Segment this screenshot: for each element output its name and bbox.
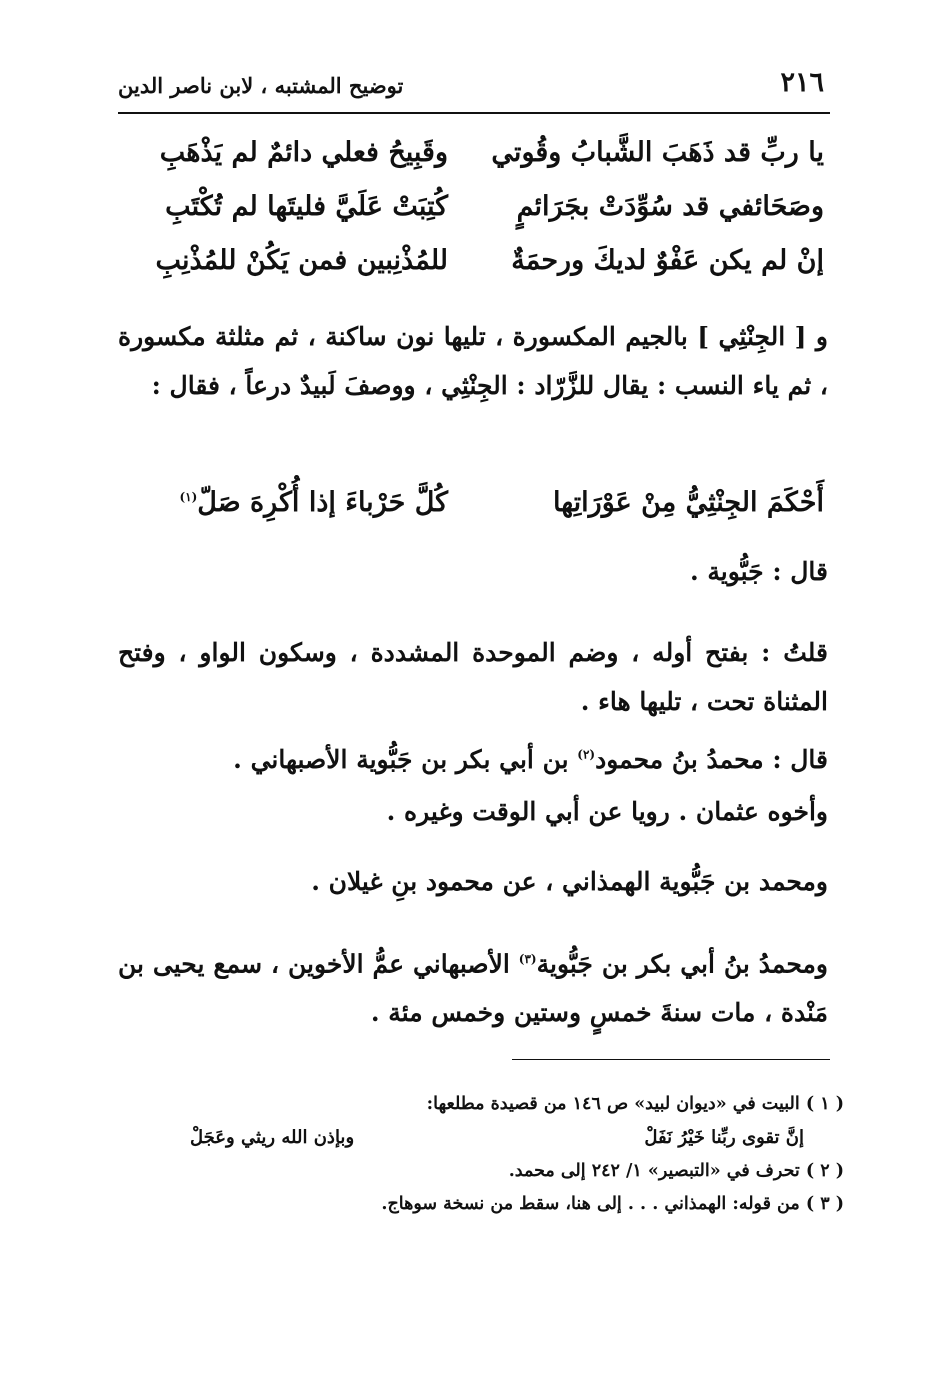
footnote-ref: (١): [179, 489, 198, 504]
footnote-3: ( ٣ ) من قوله: الهمذاني . . . إلى هنا، سقط من نسخة سوهاج.: [381, 1194, 844, 1214]
verse-first-hemistich: أَحْكَمَ الجِنْثِيُّ مِنْ عَوْرَاتِها: [552, 486, 824, 518]
qala-line: قال : جَبُّوية .: [689, 557, 828, 586]
quoted-verse: [118, 475, 824, 529]
verse-first-hemistich: يا ربِّ قد ذَهَبَ الشَّبابُ وقُوتي: [491, 136, 824, 168]
running-title: توضيح المشتبه ، لابن ناصر الدين: [118, 73, 404, 98]
verse-second-hemistich: [118, 487, 448, 518]
entry-text: بن أبي بكر بن جَبُّوية الأصبهاني .: [233, 745, 578, 774]
verse-second-hemistich: وقَبِيحُ فعلي دائمٌ لم يَذْهَبِ: [159, 136, 448, 168]
footnotes: [150, 1088, 844, 1221]
verse-line: [118, 125, 824, 179]
verse-first-hemistich: وصَحَائفي قد سُوِّدَتْ بجَرَائمٍ: [516, 190, 824, 222]
poem-block: [118, 125, 824, 287]
verse-second-hemistich: للمُذْنِبين فمن يَكُنْ للمُذْنِبِ: [155, 244, 448, 276]
footnote-1: ( ١ ) البيت في «ديوان لبيد» ص ١٤٦ من قصيدة مطلعها:: [426, 1094, 844, 1114]
footnote-rule: [512, 1059, 830, 1060]
verse-line: [118, 475, 824, 529]
entry-paragraph: [118, 935, 828, 1037]
verse-first-hemistich: إنْ لم يكن عَفْوٌ لديكَ ورحمَةٌ: [511, 244, 824, 276]
verse-line: [118, 179, 824, 233]
paragraph-jinthi: و [ الجِنْثِي ] بالجيم المكسورة ، تليها نون ساكنة ، ثم مثلثة مكسورة ، ثم ياء النسب : يقال للزَّرّاد : الجِنْثِي ، ووصفَ لَبيدٌ درعاً ، فقال :: [118, 322, 828, 400]
footnote-verse: [150, 1121, 844, 1155]
header-rule: [118, 112, 830, 114]
footnote-ref: (٢): [577, 747, 596, 762]
entry-line: [118, 745, 828, 774]
footnote-verse-second: وبإذن الله ريثي وعَجَلْ: [190, 1127, 355, 1148]
entry-text: قال : محمدُ بنُ محمود: [595, 745, 828, 774]
page-header: [118, 58, 824, 98]
hemistich-text: كُلَّ حَرْباءَ إذا أُكْرِهَ صَلّ: [197, 486, 448, 518]
verse-second-hemistich: كُتِبَتْ عَلَيَّ فليتَها لم تُكْتَبِ: [165, 190, 448, 222]
verse-line: [118, 233, 824, 287]
footnote-ref: (٣): [518, 952, 537, 966]
paragraph-qultu: قلتُ : بفتح أوله ، وضم الموحدة المشددة ، وسكون الواو ، وفتح المثناة تحت ، تليها هاء .: [118, 638, 828, 716]
entry-text: ومحمدُ بنُ أبي بكر بن جَبُّوية: [536, 949, 828, 979]
entry-line: ومحمد بن جَبُّوية الهمذاني ، عن محمود بنِ غيلان .: [311, 867, 828, 896]
page-number: ٢١٦: [780, 67, 824, 98]
footnote-2: ( ٢ ) تحرف في «التبصير» ١/ ٢٤٢ إلى محمد.: [508, 1161, 844, 1181]
footnote-verse-first: إنَّ تقوى ربِّنا خَيْرُ نَفَلْ: [644, 1127, 804, 1148]
entry-text: الأصبهاني عمُّ الأخوين ، سمع يحيى بن مَنْدة ، مات سنةَ خمسٍ وستين وخمس مئة .: [118, 949, 828, 1028]
entry-line: وأخوه عثمان . رويا عن أبي الوقت وغيره .: [386, 797, 828, 826]
